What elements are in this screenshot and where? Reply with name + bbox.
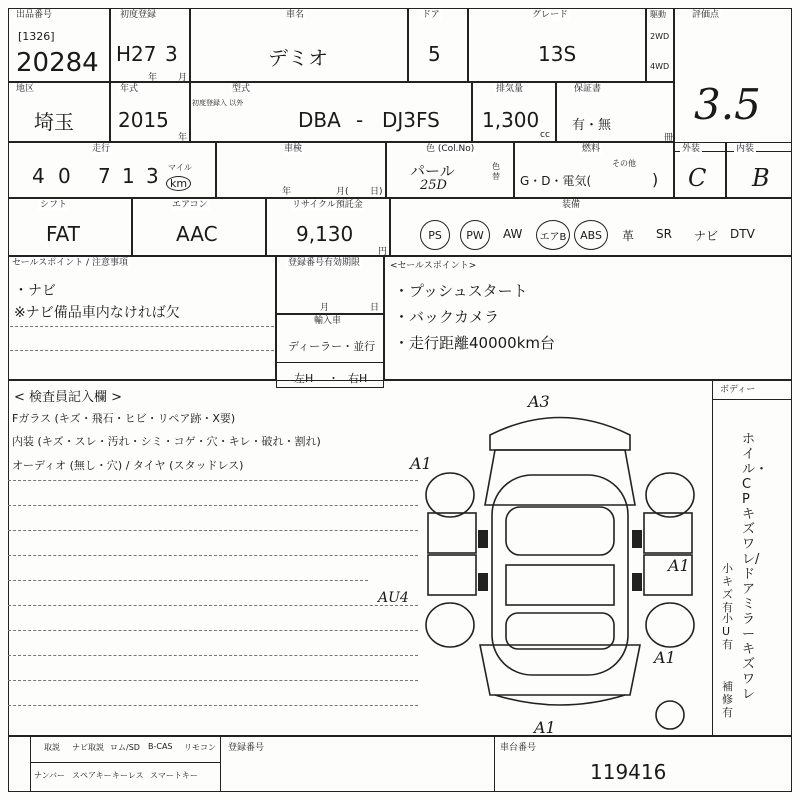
- front-bumper: [490, 418, 630, 451]
- damage-rear-right: A1: [654, 648, 676, 667]
- model-sub: 初度登録入 以外: [192, 99, 244, 107]
- score-header: 評価点: [692, 10, 720, 20]
- equip-abs: ABS: [574, 220, 608, 250]
- sales-point-3: ・走行距離40000km台: [394, 334, 556, 352]
- sales-point-2: ・バックカメラ: [394, 308, 500, 326]
- footer-rom: ロム/SD: [110, 743, 140, 752]
- mileage-d5: 3: [146, 164, 159, 188]
- reg-month-unit: 月: [178, 73, 188, 83]
- windshield: [506, 507, 614, 555]
- lot-number: 20284: [16, 48, 99, 78]
- model-code: DJ3FS: [382, 108, 440, 132]
- footer-plate: ナンバー: [34, 771, 66, 780]
- warranty-value: 有・無: [572, 118, 612, 133]
- area-value: 埼玉: [34, 110, 74, 134]
- equip-sr: SR: [656, 227, 672, 241]
- recycle-value: 9,130: [296, 222, 354, 246]
- footer-navi-manual: ナビ取説: [72, 743, 104, 752]
- color-header: 色 (Col.No): [426, 144, 475, 154]
- mileage-d4: 1: [122, 164, 135, 188]
- aircon-value: AAC: [176, 222, 218, 246]
- import-dot: ・: [328, 372, 339, 385]
- grade-header: グレード: [532, 10, 569, 20]
- area-header: 地区: [16, 84, 35, 94]
- model-year: 2015: [118, 108, 169, 132]
- rule: [8, 630, 418, 631]
- mileage-d3: 7: [98, 164, 111, 188]
- note-2: ※ナビ備品車内なければ欠: [14, 305, 180, 321]
- footer-remote: リモコン: [184, 743, 216, 752]
- right-extra-1: 小キズ有: [722, 562, 733, 614]
- equip-aw: AW: [503, 227, 523, 241]
- door-front-left: [428, 513, 476, 553]
- reg-month: 3: [165, 42, 178, 66]
- lot-header: 出品番号: [16, 10, 53, 20]
- damage-left-side: AU4: [378, 590, 409, 606]
- rule: [8, 680, 418, 681]
- rule: [8, 505, 418, 506]
- car-name-header: 車名: [286, 10, 305, 20]
- equip-ps: PS: [420, 220, 450, 250]
- first-reg-header: 初度登録: [120, 10, 157, 20]
- displacement-unit: cc: [540, 130, 550, 140]
- notes-header: セールスポイント / 注意事項: [12, 258, 128, 268]
- wheel-rear-left: [426, 603, 474, 647]
- footer-spare-key: スペアキー: [72, 771, 112, 780]
- footer-div: [30, 736, 31, 792]
- note-1: ・ナビ: [14, 283, 56, 299]
- inspector-line-1: Fガラス (キズ・飛石・ヒビ・リペア跡・X要): [12, 412, 236, 425]
- footer-manual: 取説: [44, 743, 60, 752]
- mark: [632, 573, 642, 591]
- footer-div: [220, 736, 221, 792]
- mark: [478, 530, 488, 548]
- footer-bcas: B-CAS: [148, 742, 173, 751]
- mark: [632, 530, 642, 548]
- rule: [8, 655, 418, 656]
- car-name: デミオ: [268, 46, 328, 70]
- color-code: 25D: [420, 178, 447, 193]
- displacement-header: 排気量: [496, 84, 524, 94]
- mileage-d1: 4: [32, 164, 45, 188]
- rear-bumper: [495, 695, 625, 705]
- inspector-line-2: 内装 (キズ・スレ・汚れ・シミ・コゲ・穴・キレ・破れ・割れ): [12, 435, 321, 448]
- model-sep: -: [356, 108, 364, 132]
- warranty-header: 保証書: [574, 84, 602, 94]
- rule: [8, 705, 418, 706]
- right-column-text: ホイル・CPキズワレ/ドアミラーキズワレ: [742, 432, 769, 702]
- recycle-unit: 円: [378, 247, 388, 257]
- inspector-line-3: オーディオ (無し・穴) / タイヤ (スタッドレス): [12, 459, 244, 472]
- mileage-unit: km: [166, 176, 191, 191]
- reg-expiry-header: 登録番号有効期限: [288, 258, 361, 268]
- equip-leather: 革: [622, 229, 635, 243]
- shift-header: シフト: [40, 200, 68, 210]
- equip-dtv: DTV: [730, 227, 755, 241]
- warranty-unit: 冊: [664, 133, 674, 143]
- footer-div: [494, 736, 495, 792]
- aircon-header: エアコン: [172, 200, 208, 210]
- reg-era: H27: [116, 42, 157, 66]
- chassis-number: 119416: [590, 760, 667, 784]
- fuel-text: G・D・電気(: [520, 174, 592, 188]
- rear-window: [506, 613, 614, 649]
- drive-2wd: 2WD: [650, 32, 670, 41]
- reg-year-unit: 年: [148, 73, 158, 83]
- equip-airbag: エアB: [536, 220, 570, 250]
- mileage-d2: 0: [58, 164, 71, 188]
- notes-rule-1: [10, 326, 274, 327]
- damage-right-side: A1: [668, 556, 690, 575]
- exterior-header: 外装: [682, 144, 701, 154]
- spare-tire: [656, 701, 684, 729]
- displacement: 1,300: [482, 108, 540, 132]
- model-year-unit: 年: [178, 133, 188, 143]
- inspection-day: 日): [370, 187, 383, 197]
- grade-value: 13S: [538, 42, 577, 66]
- inspection-header: 車検: [284, 144, 303, 154]
- rule: [8, 605, 418, 606]
- sales-header: <セールスポイント>: [390, 261, 477, 271]
- door-front-right: [644, 513, 692, 553]
- import-header: 輸入車: [314, 316, 342, 326]
- registration-header: 登録番号: [228, 743, 265, 753]
- fuel-other: その他: [612, 159, 636, 168]
- doors-header: ドア: [422, 10, 440, 20]
- right-col-divider: [712, 380, 713, 736]
- model-year-header: 年式: [120, 84, 139, 94]
- reg-expiry-month: 月: [320, 303, 330, 313]
- interior-grade: B: [752, 164, 770, 192]
- recycle-header: リサイクル預託金: [292, 200, 363, 210]
- footer-keyless: キーレス: [112, 771, 144, 780]
- right-extra-2: 小U有: [722, 612, 733, 651]
- import-divider: [276, 362, 384, 363]
- score-value: 3.5: [694, 80, 761, 129]
- color-side: 色替: [492, 162, 500, 181]
- notes-rule-2: [10, 350, 274, 351]
- wheel-front-right: [646, 473, 694, 517]
- footer-smart-key: スマートキー: [150, 771, 198, 780]
- door-rear-left: [428, 555, 476, 595]
- inspection-month: 月(: [336, 187, 349, 197]
- model-prefix: DBA: [298, 108, 341, 132]
- import-right: 右H: [348, 372, 368, 385]
- rule: [8, 480, 418, 481]
- exterior-grade: C: [688, 164, 707, 192]
- damage-front-left: A1: [410, 454, 432, 473]
- mileage-header: 走行: [92, 144, 111, 154]
- chassis-header: 車台番号: [500, 743, 537, 753]
- sales-point-1: ・プッシュスタート: [394, 282, 528, 300]
- equip-pw: PW: [460, 220, 490, 250]
- roof: [506, 565, 614, 605]
- shift-value: FAT: [46, 222, 81, 246]
- mark: [478, 573, 488, 591]
- drive-header: 駆動: [650, 10, 666, 19]
- photo-header: ボディー: [720, 385, 756, 395]
- equipment-header: 装備: [562, 200, 581, 210]
- doors-value: 5: [428, 42, 441, 66]
- color-name: パール: [410, 162, 455, 180]
- rule: [8, 580, 368, 581]
- rule: [8, 530, 418, 531]
- trunk: [480, 645, 640, 695]
- import-dealer: ディーラー・並行: [288, 340, 376, 353]
- footer-mid: [30, 762, 220, 763]
- inspection-year: 年: [282, 187, 292, 197]
- reg-expiry-day: 日: [370, 303, 380, 313]
- inspector-header: < 検査員記入欄 >: [14, 390, 123, 405]
- equip-navi: ナビ: [694, 229, 719, 243]
- hood: [485, 450, 635, 505]
- interior-header: 内装: [736, 144, 755, 154]
- fuel-header: 燃料: [582, 144, 601, 154]
- right-extra-3: 補修有: [722, 680, 733, 719]
- wheel-rear-right: [646, 603, 694, 647]
- lot-code: [1326]: [18, 30, 55, 43]
- fuel-close: ): [652, 170, 659, 189]
- damage-rear: A1: [534, 718, 556, 737]
- damage-front: A3: [528, 392, 550, 411]
- model-header: 型式: [232, 84, 251, 94]
- wheel-front-left: [426, 473, 474, 517]
- import-left: 左H: [294, 372, 314, 385]
- mileage-mile: マイル: [168, 163, 192, 172]
- drive-4wd: 4WD: [650, 62, 670, 71]
- rule: [8, 555, 418, 556]
